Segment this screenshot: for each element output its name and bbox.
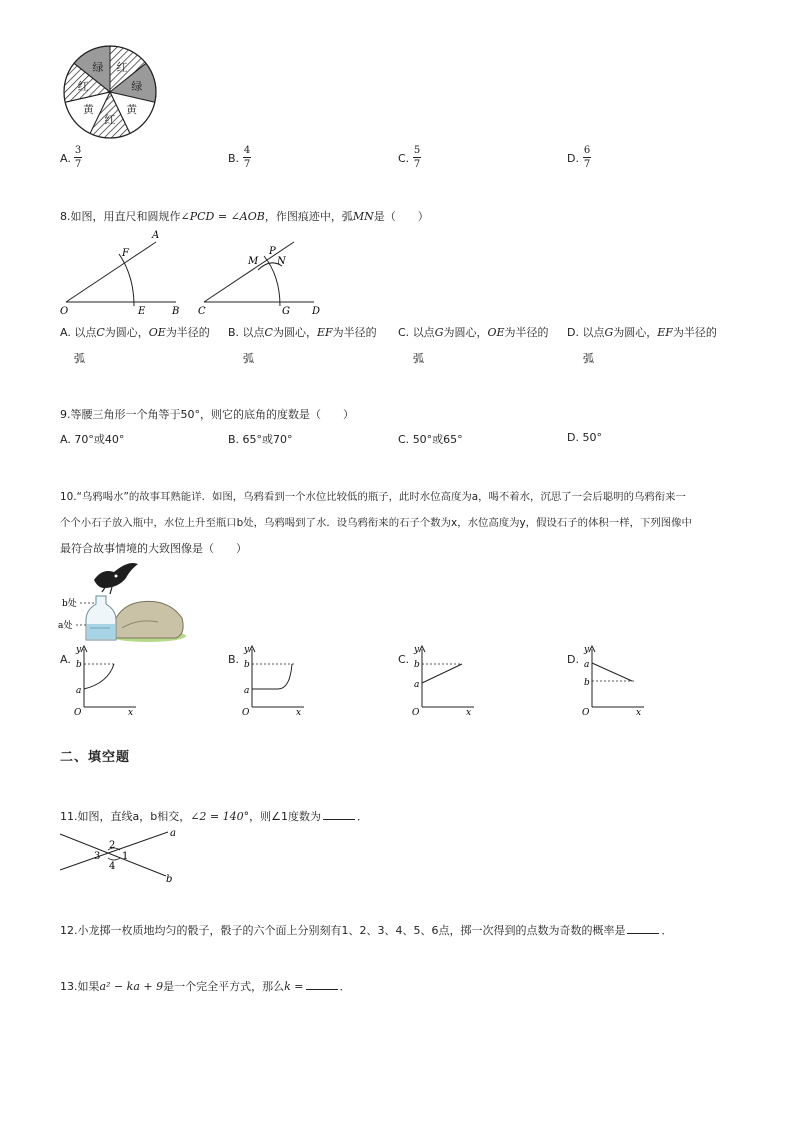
option-letter: A. <box>60 152 71 165</box>
spinner-figure <box>60 40 160 144</box>
label-p: P <box>269 246 276 257</box>
label-c: C <box>198 306 206 317</box>
origin-label: O <box>412 708 420 718</box>
a-tick-label: a <box>414 680 420 690</box>
q8-option-a[interactable]: A. 以点C为圆心，OE为半径的 <box>60 326 210 339</box>
q8-option-d-cont: 弧 <box>583 352 594 365</box>
angle-3-label: 3 <box>94 851 101 862</box>
label-a-position: a处 <box>58 621 73 631</box>
b-tick-label: b <box>76 660 82 670</box>
q7-option-d[interactable] <box>567 152 579 165</box>
answer-blank[interactable] <box>627 933 659 934</box>
numerator: 3 <box>74 145 82 156</box>
spinner-sector-label: 黄 <box>82 103 94 117</box>
answer-blank[interactable] <box>306 989 338 990</box>
q8-option-c[interactable]: C. 以点G为圆心，OE为半径的 <box>398 326 549 339</box>
x-axis-label: x <box>128 708 134 718</box>
q8-option-b-cont: 弧 <box>243 352 254 365</box>
origin-label: O <box>242 708 250 718</box>
label-g: G <box>282 306 290 317</box>
crow-bottle-illustration <box>58 558 188 644</box>
q10-option-d[interactable]: D. <box>567 653 579 666</box>
q8-option-b[interactable]: B. 以点C为圆心，EF为半径的 <box>228 326 377 339</box>
q10-stem-line2: 个个小石子放入瓶中，水位上升至瓶口b处，乌鸦喝到了水．设乌鸦衔来的石子个数为x，水位高度为y，假设石子的体积一样，下列图像中 <box>60 517 692 529</box>
b-tick-label: b <box>584 678 590 688</box>
q9-stem: 9.等腰三角形一个角等于50°，则它的底角的度数是（ ） <box>60 408 354 421</box>
angle-2-label: 2 <box>109 840 116 851</box>
option-letter: D. <box>567 152 579 165</box>
q7-fraction-c <box>413 145 421 170</box>
q8-stem: 8.如图，用直尺和圆规作∠PCD = ∠AOB，作图痕迹中，弧MN是（ ） <box>60 210 429 223</box>
line-a-label: a <box>170 828 176 839</box>
q10-stem-line3: 最符合故事情境的大致图像是（ ） <box>60 542 247 555</box>
label-o: O <box>60 306 69 317</box>
q7-option-c[interactable] <box>398 152 409 165</box>
y-axis-label: y <box>414 645 420 655</box>
numerator: 5 <box>413 145 421 156</box>
q8-option-d[interactable]: D. 以点G为圆心，EF为半径的 <box>567 326 717 339</box>
numerator: 6 <box>583 145 591 156</box>
q9-option-b[interactable]: B. 65°或70° <box>228 433 293 446</box>
label-d: D <box>312 306 321 317</box>
q7-option-b[interactable] <box>228 152 239 165</box>
b-tick-label: b <box>414 660 420 670</box>
origin-label: O <box>74 708 82 718</box>
y-axis-label: y <box>76 645 82 655</box>
q10-option-c[interactable]: C. <box>398 653 410 666</box>
b-tick-label: b <box>244 660 250 670</box>
label-f: F <box>122 248 129 259</box>
q11-figure <box>56 826 186 884</box>
denominator: 7 <box>74 159 82 170</box>
x-axis-label: x <box>296 708 302 718</box>
q11-stem: 11.如图，直线a，b相交，∠2 = 140°，则∠1度数为 ． <box>60 810 369 823</box>
label-b-position: b处 <box>62 599 77 609</box>
q12-stem: 12.小龙掷一枚质地均匀的骰子，骰子的六个面上分别刻有1、2、3、4、5、6点，掷一次得到的点数为奇数的概率是 ． <box>60 924 673 937</box>
a-tick-label: a <box>76 686 82 696</box>
spinner-sector-label: 红 <box>104 113 116 127</box>
q9-option-a[interactable]: A. 70°或40° <box>60 433 125 446</box>
spinner-sector-label: 红 <box>77 79 89 93</box>
angle-4-label: 4 <box>109 861 116 872</box>
q10-graph-c <box>408 643 488 719</box>
q7-fraction-a <box>74 145 82 170</box>
x-axis-label: x <box>466 708 472 718</box>
spinner-sector-label: 绿 <box>131 79 143 93</box>
option-letter: C. <box>398 152 410 165</box>
origin-label: O <box>582 708 590 718</box>
q10-graph-a <box>70 643 150 719</box>
x-axis-label: x <box>636 708 642 718</box>
spinner-sector-label: 绿 <box>92 61 104 75</box>
q10-stem-line1: 10.“乌鸦喝水”的故事耳熟能详．如图，乌鸦看到一个水位比较低的瓶子，此时水位高度为a，喝不着水，沉思了一会后聪明的乌鸦衔来一 <box>60 491 686 503</box>
label-e: E <box>138 306 146 317</box>
q13-stem: 13.如果a² − ka + 9是一个完全平方式，那么k = ． <box>60 980 351 993</box>
q8-option-c-cont: 弧 <box>413 352 424 365</box>
q7-fraction-d <box>583 145 591 170</box>
denominator: 7 <box>413 159 421 170</box>
q7-option-a[interactable] <box>60 152 71 165</box>
numerator: 4 <box>243 145 251 156</box>
q10-option-a[interactable]: A. <box>60 653 71 666</box>
label-a: A <box>152 230 160 241</box>
q10-graph-b <box>238 643 318 719</box>
label-m: M <box>248 256 259 267</box>
q9-option-c[interactable]: C. 50°或65° <box>398 433 463 446</box>
y-axis-label: y <box>584 645 590 655</box>
spinner-sector-label: 红 <box>116 61 128 75</box>
q10-option-b[interactable]: B. <box>228 653 240 666</box>
denominator: 7 <box>583 159 591 170</box>
section-heading: 二、填空题 <box>60 750 131 765</box>
q10-graph-d <box>578 643 658 719</box>
denominator: 7 <box>243 159 251 170</box>
q8-option-a-cont: 弧 <box>74 352 85 365</box>
label-n: N <box>277 256 286 267</box>
q7-fraction-b <box>243 145 251 170</box>
a-tick-label: a <box>584 660 590 670</box>
a-tick-label: a <box>244 686 250 696</box>
y-axis-label: y <box>244 645 250 655</box>
option-letter: B. <box>228 152 240 165</box>
spinner-sector-label: 黄 <box>126 103 138 117</box>
answer-blank[interactable] <box>323 819 355 820</box>
q9-option-d[interactable]: D. 50° <box>567 431 602 444</box>
q8-figure <box>58 226 338 318</box>
label-b: B <box>172 306 180 317</box>
line-b-label: b <box>166 874 173 884</box>
angle-1-label: 1 <box>122 851 129 862</box>
